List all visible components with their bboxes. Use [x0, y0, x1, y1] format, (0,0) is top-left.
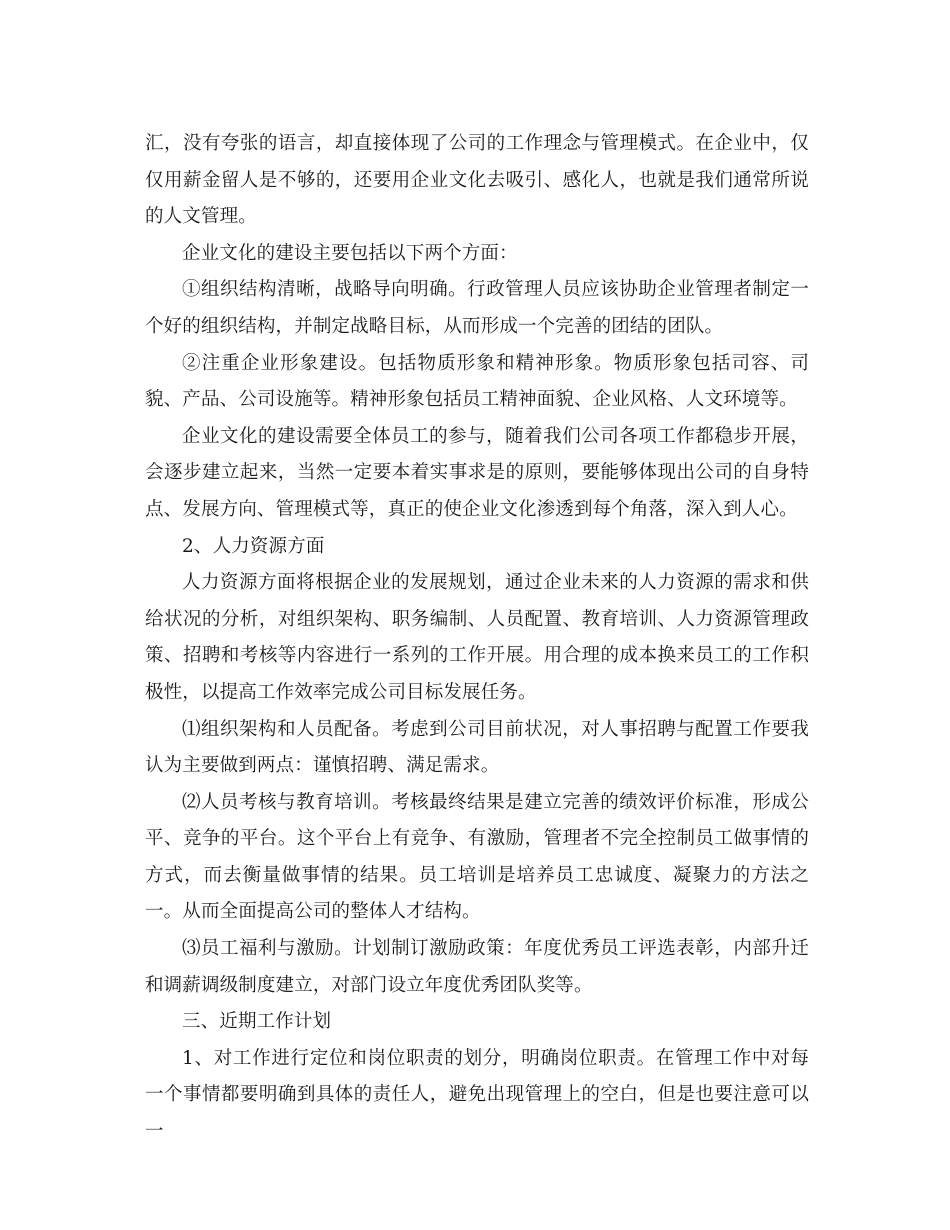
paragraph: ⑶员工福利与激励。计划制订激励政策：年度优秀员工评选表彰，内部升迁和调薪调级制度建立，对部门设立年度优秀团队奖等。	[145, 938, 809, 996]
paragraph: ⑴组织架构和人员配备。考虑到公司目前状况，对人事招聘与配置工作要我认为主要做到两点：谨慎招聘、满足需求。	[145, 718, 809, 777]
section-heading: 2、人力资源方面	[182, 535, 325, 557]
paragraph: ⑵人员考核与教育培训。考核最终结果是建立完善的绩效评价标准，形成公平、竞争的平台。这个平台上有竞争、有激励，管理者不完全控制员工做事情的方式，而去衡量做事情的结果。员工培训是培养员工忠诚度、凝聚力的方法之一。从而全面提高公司的整体人才结构。	[145, 791, 809, 923]
document-body	[145, 126, 809, 1151]
paragraph: 1、对工作进行定位和岗位职责的划分，明确岗位职责。在管理工作中对每一个事情都要明确到具体的责任人，避免出现管理上的空白，但是也要注意可以一	[145, 1047, 809, 1143]
paragraph: ②注重企业形象建设。包括物质形象和精神形象。物质形象包括司容、司貌、产品、公司设施等。精神形象包括员工精神面貌、企业风格、人文环境等。	[145, 352, 809, 411]
paragraph: 人力资源方面将根据企业的发展规划，通过企业未来的人力资源的需求和供给状况的分析，对组织架构、职务编制、人员配置、教育培训、人力资源管理政策、招聘和考核等内容进行一系列的工作开展。用合理的成本换来员工的工作积极性，以提高工作效率完成公司目标发展任务。	[145, 572, 809, 703]
paragraph: 汇，没有夸张的语言，却直接体现了公司的工作理念与管理模式。在企业中，仅仅用薪金留人是不够的，还要用企业文化去吸引、感化人，也就是我们通常所说的人文管理。	[145, 133, 809, 228]
paragraph: 企业文化的建设需要全体员工的参与，随着我们公司各项工作都稳步开展，会逐步建立起来，当然一定要本着实事求是的原则，要能够体现出公司的自身特点、发展方向、管理模式等，真正的使企业文化渗透到每个角落，深入到人心。	[145, 425, 809, 520]
paragraph: 企业文化的建设主要包括以下两个方面：	[182, 242, 518, 264]
paragraph: ①组织结构清晰，战略导向明确。行政管理人员应该协助企业管理者制定一个好的组织结构，并制定战略目标，从而形成一个完善的团结的团队。	[145, 279, 809, 337]
section-heading: 三、近期工作计划	[182, 1011, 332, 1033]
